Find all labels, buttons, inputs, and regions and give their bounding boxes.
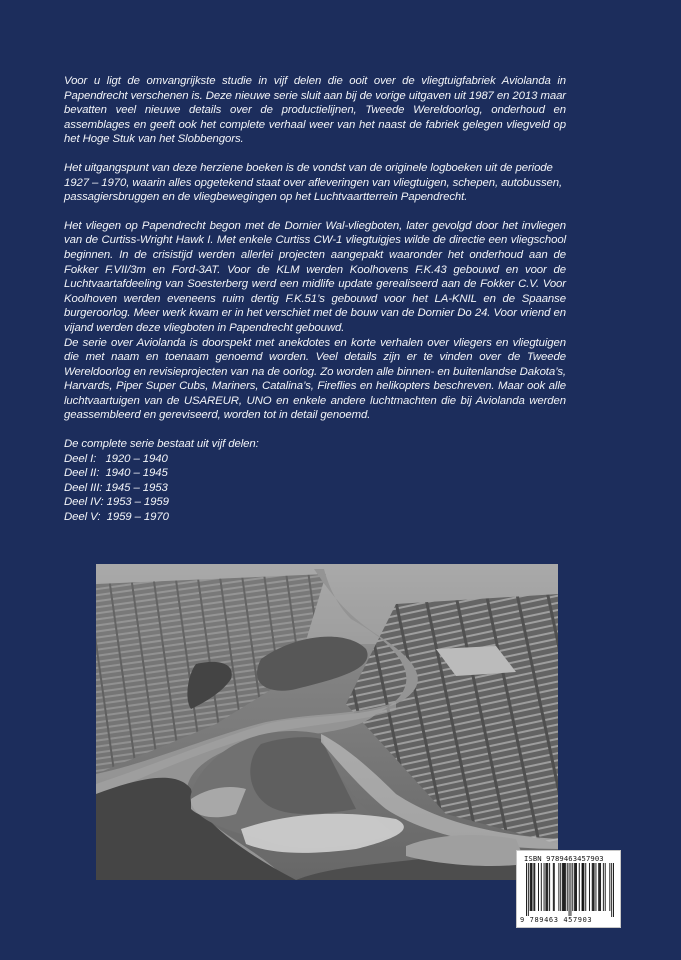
barcode-bar xyxy=(603,863,604,911)
barcode-bar xyxy=(528,863,529,917)
barcode-bar xyxy=(589,863,590,911)
barcode-bar xyxy=(549,863,550,911)
barcode-bar xyxy=(547,863,548,911)
barcode-bar xyxy=(574,863,575,911)
aerial-photo xyxy=(96,564,558,880)
barcode-bar xyxy=(594,863,595,911)
barcode-bar xyxy=(576,863,577,911)
barcode-bar xyxy=(585,863,586,911)
barcode-bar xyxy=(595,863,596,911)
intro-paragraph: Voor u ligt de omvangrijkste studie in vijf delen die ooit over de vliegtuigfabriek Aviolanda in Papendrecht verschenen is. Deze nieuwe serie sluit aan bij de vorige uitgaven uit 1987 en 2013 maar bevatten veel nieuwe details over de productielijnen, Tweede Wereldoorlog, onderhoud en assemblages en geeft ook het complete verhaal weer van het naast de fabriek gelegen vliegveld op het Hoge Stuk van het Slobbengors. xyxy=(64,75,566,146)
volume-label: Deel V: xyxy=(64,511,101,524)
barcode-bar xyxy=(531,863,532,911)
volume-period: 1959 – 1970 xyxy=(106,511,169,524)
volume-label: Deel IV: xyxy=(64,496,104,509)
volume-item xyxy=(64,466,566,481)
barcode-bar xyxy=(600,863,601,911)
barcode-bar xyxy=(570,863,571,917)
series-intro: De complete serie bestaat uit vijf delen: xyxy=(64,438,259,451)
barcode-bar xyxy=(532,863,533,911)
barcode-bar xyxy=(560,863,561,911)
barcode-bar xyxy=(583,863,584,911)
barcode-bar xyxy=(564,863,565,911)
volume-label: Deel II: xyxy=(64,467,100,480)
volume-period: 1953 – 1959 xyxy=(106,496,169,509)
volume-period: 1940 – 1945 xyxy=(105,467,168,480)
barcode-bar xyxy=(593,863,594,911)
barcode-bar xyxy=(579,863,580,911)
back-cover-text xyxy=(64,74,566,525)
volume-item xyxy=(64,452,566,467)
barcode-bar xyxy=(599,863,600,911)
barcode-bar xyxy=(562,863,563,911)
barcode-bar xyxy=(554,863,555,911)
series-paragraph: De serie over Aviolanda is doorspekt met anekdotes en korte verhalen over vliegers en vliegtuigen die met naam en toenaam genoemd worden. Veel details zijn er te vinden over de Tweede Wereldoorlog en revisieprojecten van na de oorlog. Zo worden alle binnen- en buitenlandse Dakota’s, Harvards, Piper Super Cubs, Mariners, Catalina’s, Fireflies en helikopters beschreven. Maar ook alle luchtvaartuigen van de USAREUR, UNO en enkele andere luchtmachten die bij Aviolanda werden geassembleerd en gereviseerd, worden tot in detail genoemd. xyxy=(64,336,566,422)
history-paragraph: Het vliegen op Papendrecht begon met de Dornier Wal-vliegboten, later gevolgd door het invliegen van de Curtiss-Wright Hawk I. Met enkele Curtiss CW-1 vliegtuigjes wilde de directie een vliegschool beginnen. In de crisistijd werden allerlei projecten aangepakt waaronder het onderhoud aan de Fokker F.VII/3m en Ford-3AT. Voor de KLM werden Koolhovens F.K.43 gebouwd en voor de Luchtvaartafdeeling van Soesterberg werd een midlife update gerealiseerd aan de Fokker C.V. Voor Koolhoven werden eveneens ruim dertig F.K.51’s gebouwd voor het LA-KNIL en de Spaanse burgeroorlog. Meer werk kwam er in het verschiet met de bouw van de Dornier Do 24. Voor vriend en vijand werden deze vliegboten in Papendrecht gebouwd. xyxy=(64,219,566,334)
volume-item xyxy=(64,481,566,496)
barcode-bar xyxy=(538,863,539,911)
barcode-bar xyxy=(533,863,534,911)
barcode-bar xyxy=(575,863,576,911)
barcode-bar xyxy=(544,863,545,911)
volume-item xyxy=(64,495,566,510)
isbn-label: ISBN 9789463457903 xyxy=(524,854,604,863)
barcode-bar xyxy=(558,863,559,911)
volume-label: Deel III: xyxy=(64,481,103,494)
barcode-bar xyxy=(541,863,542,911)
barcode-bar xyxy=(613,863,614,917)
barcode-bar xyxy=(526,863,527,917)
isbn-digits: 9 789463 457903 xyxy=(520,916,593,924)
barcode-bar xyxy=(605,863,606,911)
barcode-bar xyxy=(534,863,535,911)
volume-period: 1920 – 1940 xyxy=(105,452,168,465)
volume-label: Deel I: xyxy=(64,452,97,465)
barcode-bar xyxy=(598,863,599,911)
barcode-bars xyxy=(526,863,614,917)
volume-period: 1945 – 1953 xyxy=(105,481,168,494)
barcode-bar xyxy=(592,863,593,911)
barcode-bar xyxy=(567,863,568,911)
barcode-bar xyxy=(572,863,573,911)
isbn-barcode xyxy=(516,850,621,928)
volume-item xyxy=(64,510,566,525)
barcode-bar xyxy=(609,863,610,911)
barcode-bar xyxy=(530,863,531,911)
barcode-bar xyxy=(569,863,570,917)
barcode-bar xyxy=(582,863,583,911)
barcode-bar xyxy=(565,863,566,911)
barcode-bar xyxy=(583,863,584,911)
barcode-bar xyxy=(546,863,547,911)
logbook-paragraph: Het uitgangspunt van deze herziene boeken is de vondst van de originele logboeken uit de periode 1927 – 1970, waarin alles opgetekend staat over afleveringen van vliegtuigen, schepen, autobussen, passagiersbruggen en de vliegbewegingen op het Luchtvaartterrein Papendrecht. xyxy=(64,161,563,204)
aerial-photo-image xyxy=(96,564,558,880)
volume-list xyxy=(64,452,566,525)
barcode-bar xyxy=(563,863,564,911)
barcode-bar xyxy=(545,863,546,911)
barcode-bar xyxy=(611,863,612,917)
barcode-bar xyxy=(553,863,554,911)
